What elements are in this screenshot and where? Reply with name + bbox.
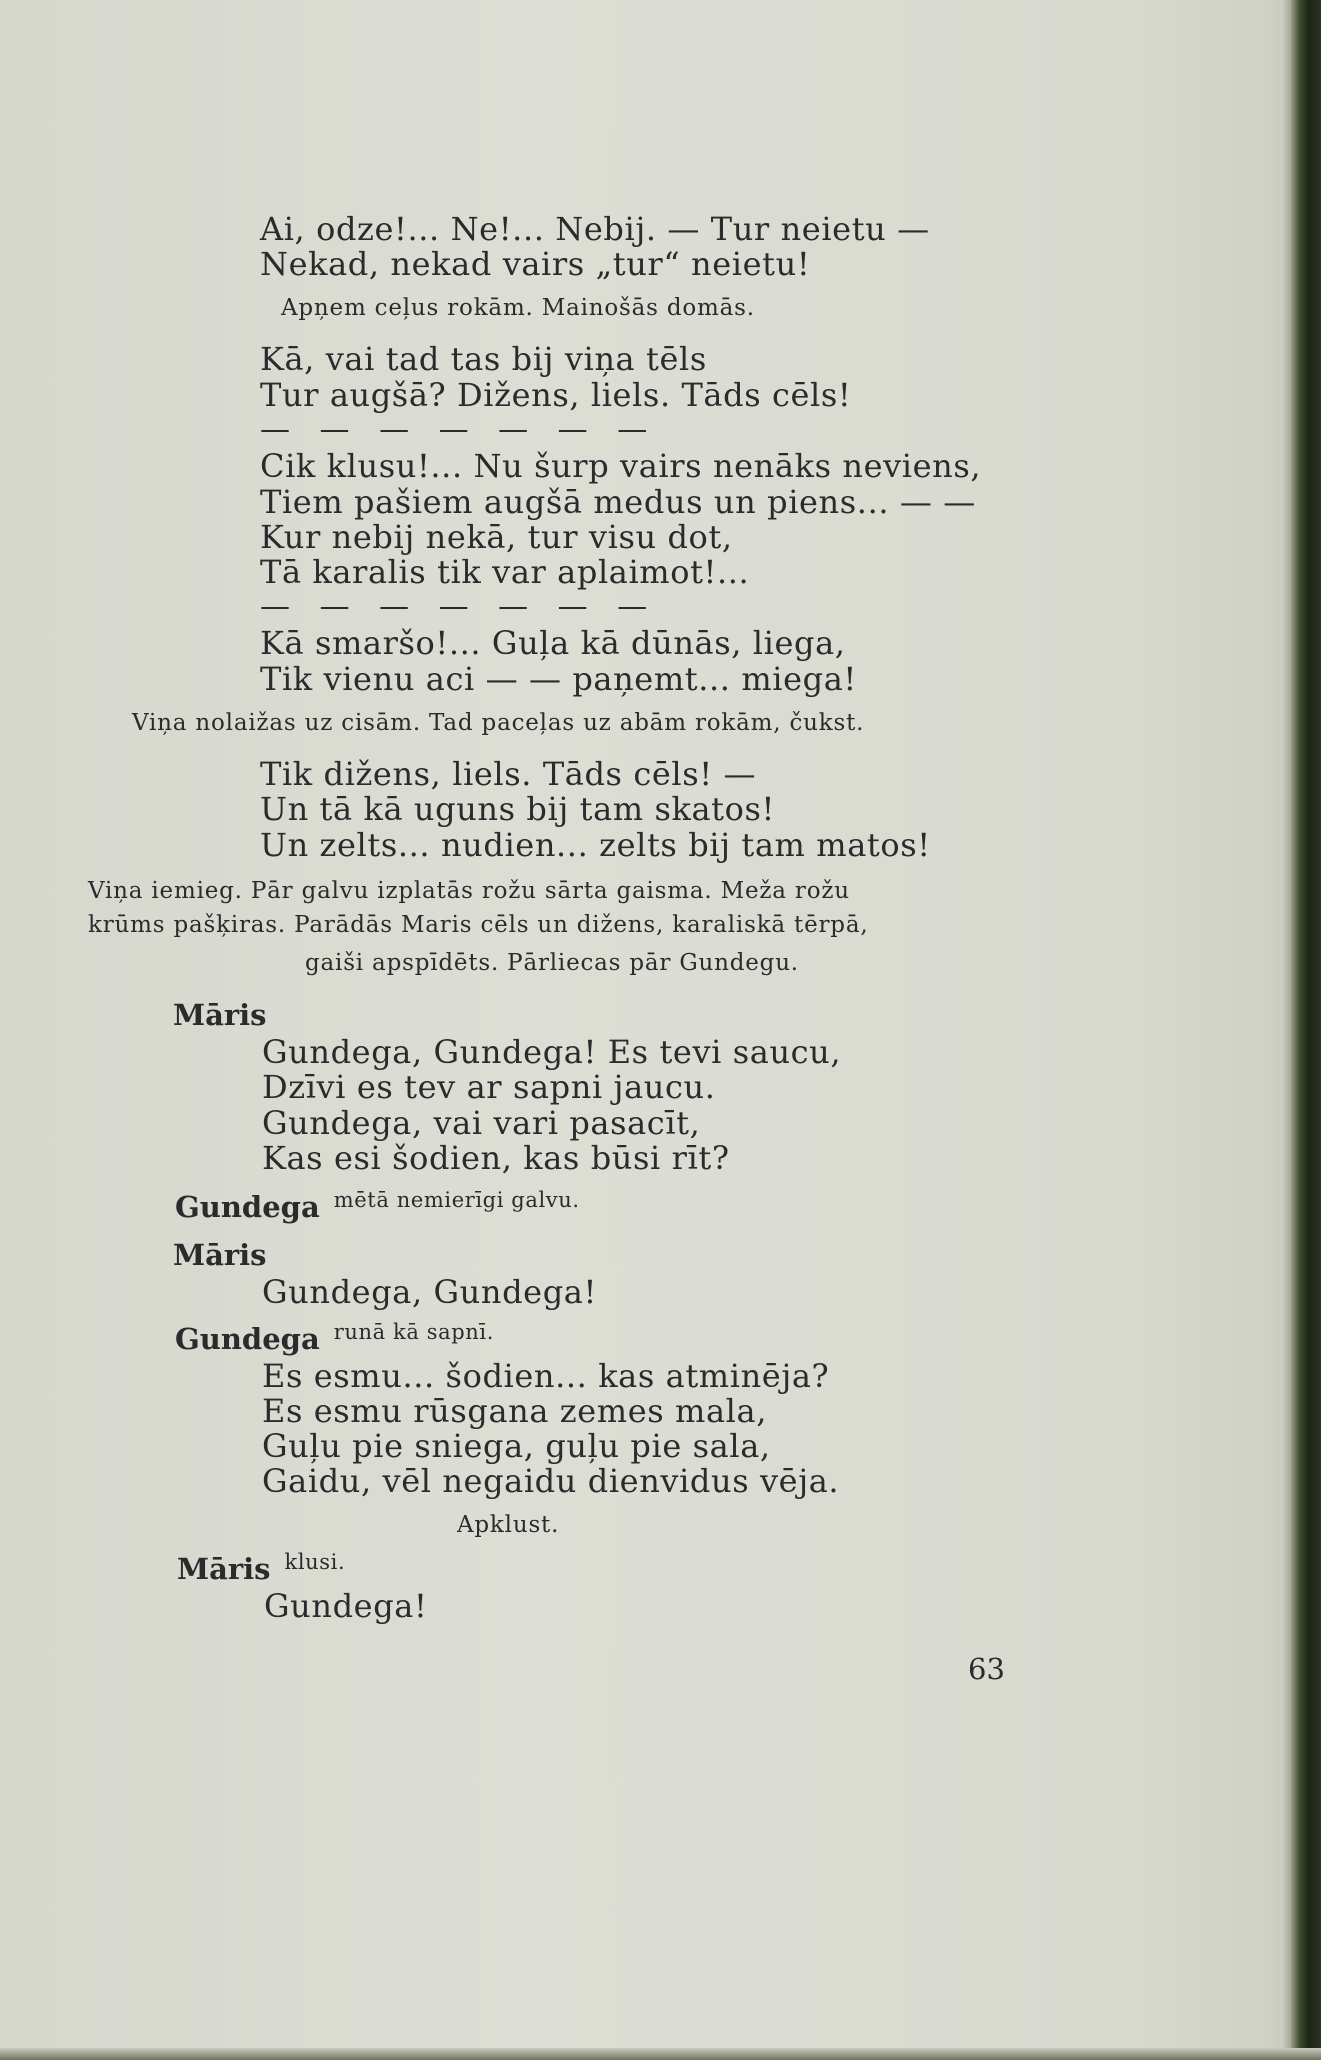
verse-line: Ai, odze!... Ne!... Nebij. — Tur neietu — xyxy=(260,210,930,248)
stage-direction: Viņa iemieg. Pār galvu izplatās rožu sārta gaisma. Meža rožu xyxy=(88,878,850,904)
speaker-line xyxy=(175,1190,580,1224)
verse-line: Kā, vai tad tas bij viņa tēls xyxy=(260,340,707,378)
verse-line: Nekad, nekad vairs „tur“ neietu! xyxy=(260,245,811,283)
speaker-name: Māris xyxy=(177,1552,271,1586)
verse-line: Gundega, Gundega! xyxy=(262,1273,597,1311)
verse-line: Cik klusu!... Nu šurp vairs nenāks neviens, xyxy=(260,447,982,485)
verse-line: Es esmu... šodien... kas atminēja? xyxy=(262,1357,830,1395)
page-number: 63 xyxy=(968,1652,1005,1686)
verse-line: Kā smaršo!... Guļa kā dūnās, liega, xyxy=(260,624,846,662)
verse-line: Es esmu rūsgana zemes mala, xyxy=(262,1392,767,1430)
verse-line: Gundega, vai vari pasacīt, xyxy=(262,1104,701,1142)
speaker-name: Māris xyxy=(173,1238,267,1272)
verse-line: Gundega, Gundega! Es tevi saucu, xyxy=(262,1033,842,1071)
verse-line: Tā karalis tik var aplaimot!... xyxy=(260,553,750,591)
verse-line: Un tā kā uguns bij tam skatos! xyxy=(260,790,775,828)
book-spine xyxy=(1291,0,1321,2060)
verse-line: Un zelts... nudien... zelts bij tam matos! xyxy=(260,826,931,864)
separator-dashes: — — — — — — — xyxy=(260,412,658,447)
stage-direction: krūms pašķiras. Parādās Maris cēls un dižens, karaliskā tērpā, xyxy=(88,912,869,938)
speaker-line xyxy=(175,1322,494,1356)
stage-direction: gaiši apspīdēts. Pārliecas pār Gundegu. xyxy=(305,950,799,976)
verse-line: Tur augšā? Dižens, liels. Tāds cēls! xyxy=(260,376,852,414)
verse-line: Kas esi šodien, kas būsi rīt? xyxy=(262,1139,730,1177)
page-edge xyxy=(1281,0,1291,2060)
verse-line: Tik vienu aci — — paņemt... miega! xyxy=(260,660,857,698)
speaker-line xyxy=(177,1552,345,1586)
speaker-name: Gundega xyxy=(175,1190,320,1224)
speaker-name: Māris xyxy=(173,998,267,1032)
stage-direction: runā kā sapnī. xyxy=(333,1320,494,1344)
verse-line: Guļu pie sniega, guļu pie sala, xyxy=(262,1427,771,1465)
stage-direction: Apņem ceļus rokām. Mainošās domās. xyxy=(281,295,755,321)
separator-dashes: — — — — — — — xyxy=(260,589,658,624)
verse-line: Dzīvi es tev ar sapni jaucu. xyxy=(262,1068,716,1106)
stage-direction: klusi. xyxy=(284,1550,346,1574)
verse-line: Tik dižens, liels. Tāds cēls! — xyxy=(260,755,757,793)
page-bottom-edge xyxy=(0,2048,1321,2060)
stage-direction: mētā nemierīgi galvu. xyxy=(333,1188,580,1212)
verse-line: Gaidu, vēl negaidu dienvidus vēja. xyxy=(262,1462,840,1500)
verse-line: Kur nebij nekā, tur visu dot, xyxy=(260,518,733,556)
stage-direction: Apklust. xyxy=(457,1512,560,1538)
verse-line: Tiem pašiem augšā medus un piens... — — xyxy=(260,483,976,521)
speaker-name: Gundega xyxy=(175,1322,320,1356)
stage-direction: Viņa nolaižas uz cisām. Tad paceļas uz abām rokām, čukst. xyxy=(132,710,865,736)
verse-line: Gundega! xyxy=(264,1587,428,1625)
